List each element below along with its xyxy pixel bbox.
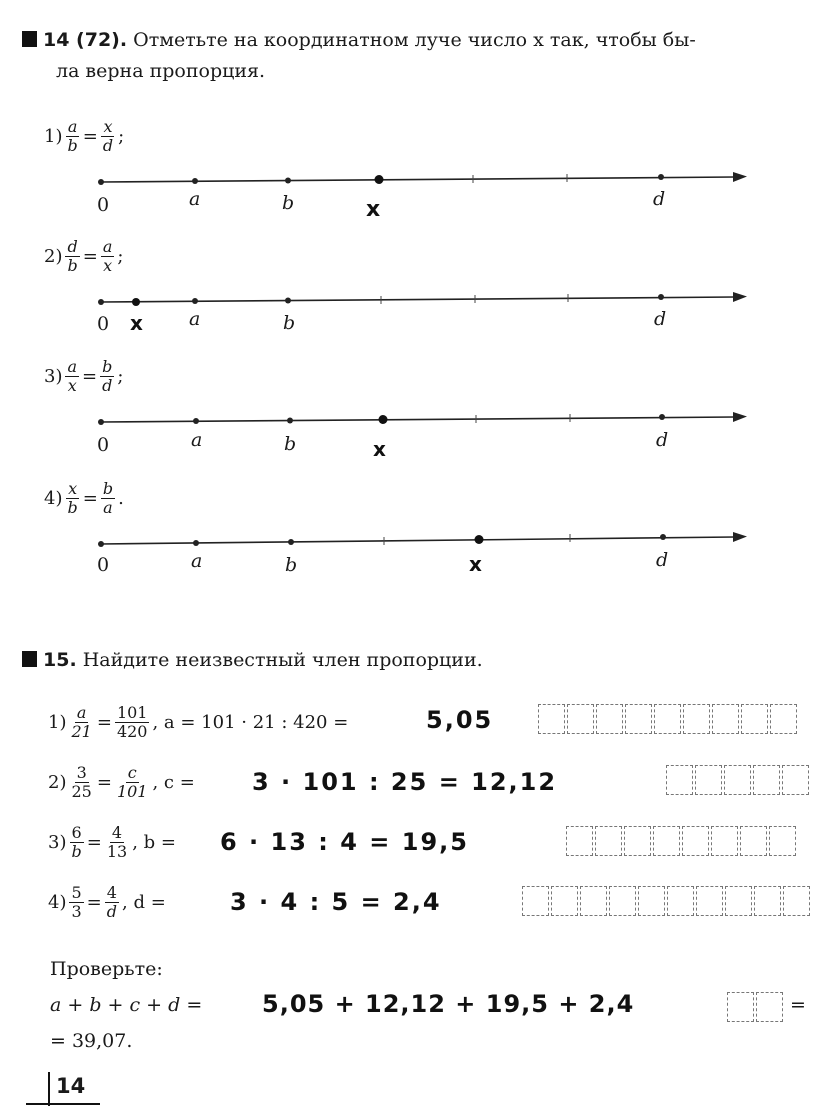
- fraction: $\frac{c}{101}$: [116, 763, 148, 801]
- page-number-rule: [26, 1103, 100, 1105]
- check-result: = 39,07.: [50, 1030, 133, 1052]
- handwritten-x-mark: x: [366, 197, 383, 222]
- axis-label-zero: 0: [97, 194, 110, 216]
- task15-text: Найдите неизвестный член пропорции.: [82, 649, 483, 671]
- fraction: $\frac{x}{d}$: [102, 117, 114, 155]
- fraction: $\frac{x}{b}$: [67, 479, 78, 517]
- task14-heading: [22, 26, 812, 55]
- fraction: $\frac{4}{d}$: [106, 883, 118, 921]
- task15-item-4: 4) $\frac{5}{3}$ = $\frac{4}{d}$ , d =: [48, 883, 166, 921]
- axis-label-d: d: [653, 188, 666, 210]
- answer-grid: [725, 992, 783, 1022]
- task-marker-icon: [22, 651, 37, 667]
- task14-item-4: 4) $\frac{x}{b}$ = $\frac{b}{a}$ .: [44, 479, 124, 517]
- axis-label-zero: 0: [97, 434, 110, 456]
- handwritten-x-mark: x: [469, 552, 484, 576]
- fraction: $\frac{a}{b}$: [67, 117, 78, 155]
- fraction: $\frac{6}{b}$: [71, 823, 82, 861]
- task-marker-icon: [22, 31, 37, 47]
- equals-sign: =: [82, 366, 98, 387]
- task15-item-1: 1) $\frac{a}{21}$ = $\frac{101}{420}$ , a = 101 · 21 : 420 =: [48, 703, 349, 741]
- answer-4: 3 · 4 : 5 = 2,4: [230, 888, 442, 916]
- task14-item-2: 2) $\frac{d}{b}$ = $\frac{a}{x}$ ;: [44, 237, 124, 275]
- task15-number: 15.: [43, 649, 77, 671]
- task15-item-3: 3) $\frac{6}{b}$ = $\frac{4}{13}$ , b =: [48, 823, 176, 861]
- axis-label-b: b: [282, 192, 295, 214]
- fraction: $\frac{a}{21}$: [71, 703, 92, 741]
- fraction: $\frac{b}{d}$: [102, 357, 113, 395]
- axis-label-a: a: [189, 308, 201, 330]
- task14-item-1: 1) $\frac{a}{b}$ = $\frac{x}{d}$ ;: [44, 117, 125, 155]
- fraction: $\frac{a}{x}$: [102, 237, 113, 275]
- fraction: $\frac{5}{3}$: [71, 883, 82, 921]
- axis-label-b: b: [285, 554, 298, 576]
- equals-sign: =: [82, 126, 98, 147]
- check-tail: =: [790, 994, 806, 1016]
- axis-label-d: d: [656, 549, 669, 571]
- answer-grid: [536, 704, 797, 734]
- fraction: $\frac{b}{a}$: [102, 479, 114, 517]
- axis-label-b: b: [283, 312, 296, 334]
- answer-grid: [664, 765, 809, 795]
- answer-grid: [520, 886, 810, 916]
- answer-grid: [564, 826, 796, 856]
- axis-label-zero: 0: [97, 313, 110, 335]
- task15-heading: [22, 646, 483, 675]
- axis-label-a: a: [191, 429, 203, 451]
- item-number: 3): [44, 366, 63, 387]
- handwritten-x-mark: x: [130, 311, 145, 335]
- axis-label-d: d: [656, 429, 669, 451]
- page-number: 14: [56, 1074, 86, 1098]
- axis-label-zero: 0: [97, 554, 110, 576]
- check-answer: 5,05 + 12,12 + 19,5 + 2,4: [262, 990, 635, 1018]
- answer-2: 3 · 101 : 25 = 12,12: [252, 768, 558, 796]
- fraction: $\frac{3}{25}$: [71, 763, 92, 801]
- axis-label-d: d: [654, 308, 667, 330]
- fraction: $\frac{101}{420}$: [116, 703, 148, 741]
- equals-sign: =: [82, 488, 98, 509]
- check-label: Проверьте:: [50, 958, 163, 980]
- axis-label-b: b: [284, 433, 297, 455]
- task14-text-line1: Отметьте на координатном луче число x так, чтобы бы-: [133, 29, 696, 51]
- fraction: $\frac{a}{x}$: [67, 357, 78, 395]
- axis-label-a: a: [191, 550, 203, 572]
- answer-3: 6 · 13 : 4 = 19,5: [220, 828, 469, 856]
- fraction: $\frac{d}{b}$: [67, 237, 78, 275]
- task14-text-line2: ла верна пропорция.: [56, 60, 266, 82]
- task15-item-2: 2) $\frac{3}{25}$ = $\frac{c}{101}$ , c =: [48, 763, 195, 801]
- fraction: $\frac{4}{13}$: [106, 823, 128, 861]
- item-number: 4): [44, 488, 63, 509]
- item-number: 1): [44, 126, 63, 147]
- handwritten-x-mark: x: [373, 437, 388, 461]
- task14-item-3: 3) $\frac{a}{x}$ = $\frac{b}{d}$ ;: [44, 357, 124, 395]
- equals-sign: =: [82, 246, 98, 267]
- page-number-tick: [48, 1072, 50, 1106]
- item-number: 2): [44, 246, 63, 267]
- axis-label-a: a: [189, 188, 201, 210]
- check-expression: a + b + c + d =: [50, 994, 203, 1016]
- answer-1: 5,05: [426, 706, 494, 734]
- task14-number: 14 (72).: [43, 29, 128, 51]
